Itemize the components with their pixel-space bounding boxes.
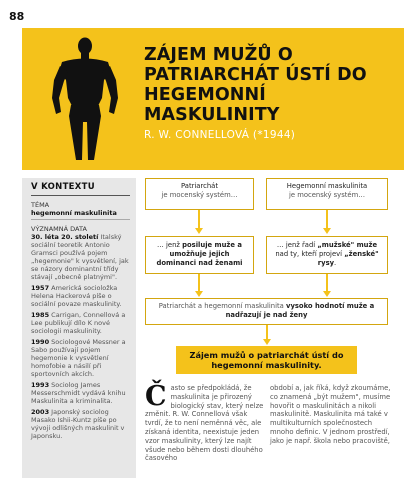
- arrow-d-head: [323, 291, 331, 297]
- theme-value: hegemonní maskulinita: [31, 209, 130, 220]
- drop-cap: Č: [145, 381, 167, 412]
- masculinity-effect-box: … jenž řadí „mužské" muže nad ty, kteří projeví „ženské" rysy.: [266, 236, 388, 274]
- key-data-label: VÝZNAMNÁ DATA: [31, 225, 87, 233]
- page-number: 88: [9, 10, 25, 23]
- patriarchy-effect-box: … jenž posiluje muže a umožňuje jejich dominanci nad ženami: [145, 236, 254, 274]
- body-text-1: asto se předpokládá, že maskulinita je přirozený biologický stav, který nelze změnit. R. W. Connellová však tvrdí, že to není neměnná věc, ale získaná identita, neexistuje jeden vzor maskulinity, který lze najít všude nebo během dosti dlouhého časového: [145, 384, 264, 463]
- sidebar-heading: V KONTEXTU: [31, 182, 130, 196]
- timeline-entry: 1985 Carrigan, Connellová a Lee publikují dílo K nové sociologii maskulinity.: [31, 311, 126, 335]
- conclusion-box: Zájem mužů o patriarchát ústí do hegemonní maskulinity.: [176, 346, 357, 374]
- timeline-entry: 2003 Japonský sociolog Masako Ishii-Kuntz píše po vývoji odlišných maskulinit v Japonsku.: [31, 408, 125, 440]
- male-silhouette-icon: [44, 36, 126, 164]
- arrow-b-head: [323, 228, 331, 234]
- arrow-e-stem: [266, 325, 268, 339]
- timeline-entry: 1990 Sociologové Messner a Sabo používají pojem hegemonie k vysvětlení homofobie a násilí při sportovních akcích.: [31, 338, 126, 378]
- hegemonic-masculinity-box: Hegemonní maskulinita je mocenský systém…: [266, 178, 388, 210]
- page-title: ZÁJEM MUŽŮ O PATRIARCHÁT ÚSTÍ DO HEGEMONNÍ MASKULINITY: [144, 45, 367, 125]
- title-block: [144, 45, 396, 141]
- arrow-e-head: [263, 339, 271, 345]
- arrow-a-stem: [198, 210, 200, 228]
- arrow-d-stem: [326, 274, 328, 291]
- timeline-entry: 1957 Americká socioložka Helena Hackerová píše o sociální povaze maskulinity.: [31, 284, 122, 308]
- arrow-c-head: [195, 291, 203, 297]
- arrow-b-stem: [326, 210, 328, 228]
- combined-box: Patriarchát a hegemonní maskulinita vysoko hodnotí muže a nadřazují je nad ženy: [145, 298, 388, 325]
- arrow-a-head: [195, 228, 203, 234]
- patriarchy-box: Patriarchát je mocenský systém…: [145, 178, 254, 210]
- timeline-entry: 1993 Sociolog James Messerschmidt vydává knihu Maskulinita a kriminalita.: [31, 381, 126, 405]
- body-column-1: [145, 381, 266, 463]
- context-sidebar: [22, 178, 136, 478]
- author-line: R. W. CONNELLOVÁ (*1944): [144, 129, 296, 141]
- theme-label: TÉMA: [31, 201, 50, 209]
- body-column-2: období a, jak říká, když zkoumáme, co znamená „být mužem", musíme hovořit o maskulinitách a nikoli maskulinitě. Maskulinita má také v multikulturních společnostech mnoho definic. V jednom prostředí, jako je např. škola nebo pracoviště,: [270, 384, 391, 445]
- arrow-c-stem: [198, 274, 200, 291]
- timeline-entry: 30. léta 20. století Italský sociální teoretik Antonio Gramsci používá pojem „hegemonie" k vysvětlení, jak se názory dominantní třídy stávají „obecně platnými".: [31, 233, 129, 281]
